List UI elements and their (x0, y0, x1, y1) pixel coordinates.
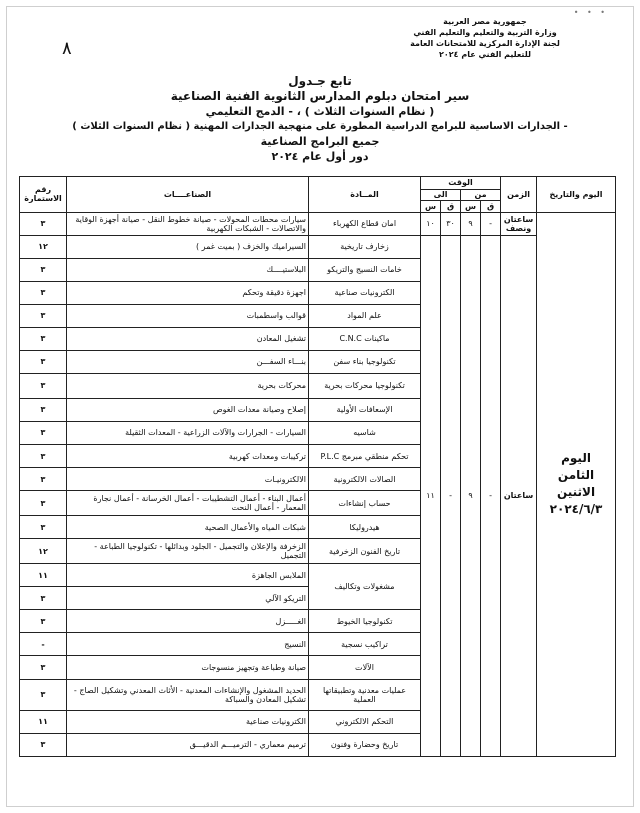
table-row (20, 235, 616, 258)
from-minute-cell: - (481, 212, 501, 235)
form-number-cell: ٣ (20, 281, 67, 304)
specialties-cell: السيارات - الجرارات والآلات الزراعية - المعدات الثقيلة (67, 421, 309, 444)
subject-cell: حساب إنشاءات (309, 491, 421, 516)
subject-cell: امان قطاع الكهرباء (309, 212, 421, 235)
letterhead-line-1: جمهورية مصر العربية (443, 17, 527, 26)
form-number-cell: ٣ (20, 445, 67, 468)
header-row (20, 177, 616, 190)
specialties-cell: تشغيل المعادن (67, 327, 309, 350)
form-number-cell: ٣ (20, 258, 67, 281)
specialties-cell: الزخرفة والإعلان والتجميل - الجلود وبدائلها - تكنولوجيا الطباعة - التجميل (67, 539, 309, 564)
form-number-cell: ١٢ (20, 235, 67, 258)
form-number-cell: ٣ (20, 421, 67, 444)
from-hour-cell: ٩ (461, 235, 481, 756)
subject-cell: التحكم الالكتروني (309, 710, 421, 733)
exam-day-line3: الاثنين (556, 485, 596, 500)
form-number-cell: ٣ (20, 733, 67, 756)
letterhead-line-4: للتعليم الفني عام ٢٠٢٤ (439, 50, 531, 59)
subject-cell: تكنولوجيا محركات بحرية (309, 373, 421, 398)
form-number-cell: ٣ (20, 656, 67, 679)
form-number-cell: ٣ (20, 327, 67, 350)
duration-cell: ساعتان ونصف (501, 212, 537, 235)
subject-cell: مشغولات وتكاليف (309, 564, 421, 610)
decor-dots: • • • (573, 8, 608, 17)
header-specialties: الصناعــــات (67, 177, 309, 213)
header-to-minute: ق (441, 201, 461, 213)
header-from: من (461, 189, 501, 201)
title-line-5: جميع البرامج الصناعية (260, 135, 380, 148)
specialties-cell: الحديد المشغول والإنشاءات المعدنية - الأثاث المعدني وتشكيل الصاج - تشكيل المعادن والسباكة (67, 679, 309, 710)
specialties-cell: قوالب واسطمبات (67, 304, 309, 327)
subject-cell: هيدروليكا (309, 516, 421, 539)
subject-cell: تكنولوجيا الخيوط (309, 610, 421, 633)
subject-cell: تاريخ وحضارة وفنون (309, 733, 421, 756)
schedule-table (19, 176, 616, 757)
letterhead-line-3: لجنة الإدارة المركزية للامتحانات العامة (410, 39, 560, 48)
form-number-cell: ٣ (20, 468, 67, 491)
subject-cell: تاريخ الفنون الزخرفية (309, 539, 421, 564)
specialties-cell: الغـــــزل (67, 610, 309, 633)
to-minute-cell: ٣٠ (441, 212, 461, 235)
form-number-cell: ١١ (20, 710, 67, 733)
specialties-cell: اجهزة دقيقة وتحكم (67, 281, 309, 304)
header-to-hour: س (421, 201, 441, 213)
letterhead (390, 16, 580, 60)
subject-cell: الكترونيات صناعية (309, 281, 421, 304)
specialties-cell: أعمال البناء - أعمال التشطيبات - أعمال الخرسانة - أعمال نجارة المعمار - أعمال النحت (67, 491, 309, 516)
subject-cell: الصالات الالكترونية (309, 468, 421, 491)
form-number-cell: ١٢ (20, 539, 67, 564)
header-from-hour: س (461, 201, 481, 213)
specialties-cell: الكترونيات صناعية (67, 710, 309, 733)
specialties-cell: محركات بحرية (67, 373, 309, 398)
specialties-cell: شبكات المياه والأعمال الصحية (67, 516, 309, 539)
table-row (20, 212, 616, 235)
specialties-cell: صيانة وطباعة وتجهيز منسوجات (67, 656, 309, 679)
form-number-cell: ٣ (20, 587, 67, 610)
subject-cell: تراكيب نسجية (309, 633, 421, 656)
specialties-cell: الالكترونيـات (67, 468, 309, 491)
subject-cell: خامات النسيج والتريكو (309, 258, 421, 281)
header-from-minute: ق (481, 201, 501, 213)
to-hour-cell: ١٠ (421, 212, 441, 235)
subject-cell: ماكينات C.N.C (309, 327, 421, 350)
form-number-cell: ٣ (20, 491, 67, 516)
title-line-6: دور أول عام ٢٠٢٤ (271, 150, 369, 163)
specialties-cell: سيارات محطات المحولات - صيانة خطوط النقل - صيانة أجهزة الوقاية والاتصالات - الشبكات الكهربية (67, 212, 309, 235)
title-line-4: - الجدارات الاساسية للبرامج الدراسية المطورة على منهجية الجدارات المهنية ( نظام السنوات الثلاث ) (72, 121, 568, 132)
form-number-cell: ٣ (20, 212, 67, 235)
specialties-cell: ترميم معماري - الترميـــم الدقيـــق (67, 733, 309, 756)
form-number-cell: ٣ (20, 679, 67, 710)
title-line-2: سير امتحان دبلوم المدارس الثانوية الفنية الصناعية (170, 89, 470, 103)
from-minute-cell: - (481, 235, 501, 756)
title-line-1: تابع جـدول (288, 74, 352, 88)
subject-cell: تكنولوجيا بناء سفن (309, 350, 421, 373)
header-duration: الزمن (501, 177, 537, 213)
form-number-cell: ٣ (20, 516, 67, 539)
specialties-cell: السيراميك والخزف ( بميت غمر ) (67, 235, 309, 258)
subject-cell: الآلات (309, 656, 421, 679)
specialties-cell: البلاستيــــك (67, 258, 309, 281)
subject-cell: تحكم منطقي مبرمج P.L.C (309, 445, 421, 468)
specialties-cell: تركيبات ومعدات كهربية (67, 445, 309, 468)
form-number-cell: ٣ (20, 304, 67, 327)
exam-day-line4: ٢٠٢٤/٦/٣ (549, 502, 603, 517)
specialties-cell: الملابس الجاهزة (67, 564, 309, 587)
document-titles (20, 74, 620, 164)
form-number-cell: ٣ (20, 610, 67, 633)
subject-cell: علم المواد (309, 304, 421, 327)
exam-day-line1: اليوم (561, 451, 591, 466)
form-number-cell: ١١ (20, 564, 67, 587)
subject-cell: زخارف تاريخية (309, 235, 421, 258)
subject-cell: عمليات معدنية وتطبيقاتها العملية (309, 679, 421, 710)
specialties-cell: إصلاح وصيانة معدات الغوص (67, 398, 309, 421)
exam-day-line2: الثامن (557, 468, 595, 483)
exam-day-cell (537, 212, 616, 756)
to-minute-cell: - (441, 235, 461, 756)
from-hour-cell: ٩ (461, 212, 481, 235)
header-day-date: اليوم والتاريخ (537, 177, 616, 213)
duration-cell: ساعتان (501, 235, 537, 756)
subject-cell: الإسعافات الأولية (309, 398, 421, 421)
specialties-cell: التريكو الآلي (67, 587, 309, 610)
form-number-cell: ٣ (20, 373, 67, 398)
form-number-cell: ٣ (20, 398, 67, 421)
form-number-cell: ٣ (20, 350, 67, 373)
form-number-cell: - (20, 633, 67, 656)
specialties-cell: بنـــاء السفـــن (67, 350, 309, 373)
subject-cell: شاسيه (309, 421, 421, 444)
header-time: الوقت (421, 177, 501, 190)
to-hour-cell: ١١ (421, 235, 441, 756)
page-number: ٨ (62, 38, 72, 59)
header-subject: المــادة (309, 177, 421, 213)
specialties-cell: النسيج (67, 633, 309, 656)
letterhead-line-2: وزارة التربية والتعليم والتعليم الفني (413, 28, 557, 37)
header-to: الى (421, 189, 461, 201)
header-form-no: رقم الاستمارة (20, 177, 67, 213)
title-line-3: ( نظام السنوات الثلاث ) ، - الدمج التعليمي (205, 105, 435, 118)
